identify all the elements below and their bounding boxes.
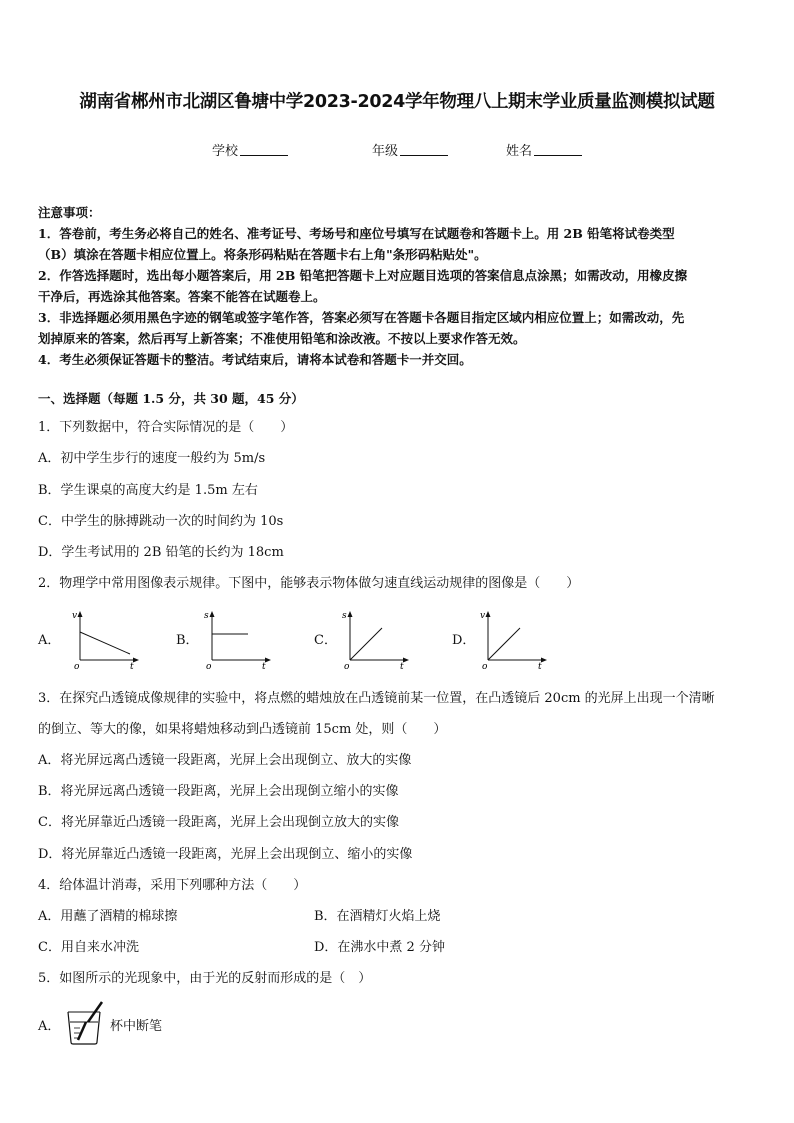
question-1-option-d: D．学生考试用的 2B 铅笔的长约为 18cm — [38, 545, 284, 560]
graph-a-x-label: t — [130, 662, 134, 670]
graph-c — [336, 608, 412, 670]
grade-field: 年级 — [372, 140, 448, 159]
notice-heading: 注意事项： — [38, 205, 101, 220]
graph-d-origin: o — [482, 662, 488, 670]
name-blank[interactable] — [534, 143, 582, 156]
graph-c-x-label: t — [400, 662, 404, 670]
notice-line: 干净后，再选涂其他答案。答案不能答在试题卷上。 — [38, 289, 326, 304]
graph-a-origin: o — [74, 662, 80, 670]
question-4-stem: 4．给体温计消毒，采用下列哪种方法（ ） — [38, 878, 307, 893]
graph-b-origin: o — [206, 662, 212, 670]
question-1-stem: 1．下列数据中，符合实际情况的是（ ） — [38, 420, 294, 435]
graph-d — [474, 608, 550, 670]
graph-b — [198, 608, 274, 670]
question-2-option-b-label: B． — [176, 633, 199, 648]
notice-line: 4．考生必须保证答题卡的整洁。考试结束后，请将本试卷和答题卡一并交回。 — [38, 352, 472, 367]
question-3-option-d: D．将光屏靠近凸透镜一段距离，光屏上会出现倒立、缩小的实像 — [38, 847, 413, 862]
question-2-option-c-label: C． — [314, 633, 337, 648]
graph-d-y-label: v — [480, 611, 486, 621]
question-3-option-a: A．将光屏远离凸透镜一段距离，光屏上会出现倒立、放大的实像 — [38, 753, 412, 768]
graph-a — [66, 608, 142, 670]
question-1-option-a: A．初中学生步行的速度一般约为 5m/s — [38, 451, 266, 466]
question-5-option-a-text: 杯中断笔 — [110, 1019, 163, 1034]
question-2-option-a-label: A． — [38, 633, 61, 648]
question-3-option-c: C．将光屏靠近凸透镜一段距离，光屏上会出现倒立放大的实像 — [38, 815, 399, 830]
graph-b-x-label: t — [262, 662, 266, 670]
question-5-option-a-label: A． — [38, 1019, 61, 1034]
question-4-option-d: D．在沸水中煮 2 分钟 — [314, 940, 445, 955]
graph-c-y-label: s — [342, 611, 347, 621]
question-4-option-c: C．用自来水冲洗 — [38, 940, 139, 955]
exam-title: 湖南省郴州市北湖区鲁塘中学2023-2024学年物理八上期末学业质量监测模拟试题 — [79, 92, 715, 112]
question-1-option-c: C．中学生的脉搏跳动一次的时间约为 10s — [38, 514, 284, 529]
school-blank[interactable] — [240, 143, 288, 156]
notice-line: 2．作答选择题时，选出每小题答案后，用 2B 铅笔把答题卡上对应题目选项的答案信息点涂黑；如需改动，用橡皮擦 — [38, 268, 688, 283]
question-2-option-d-label: D． — [452, 633, 476, 648]
grade-blank[interactable] — [400, 143, 448, 156]
question-3-stem-line-2: 的倒立、等大的像，如果将蜡烛移动到凸透镜前 15cm 处，则（ ） — [38, 722, 447, 737]
question-1-option-b: B．学生课桌的高度大约是 1.5m 左右 — [38, 483, 258, 498]
notice-line: 3．非选择题必须用黑色字迹的钢笔或签字笔作答，答案必须写在答题卡各题目指定区域内相应位置上；如需改动，先 — [38, 310, 685, 325]
question-5-stem: 5．如图所示的光现象中，由于光的反射而形成的是（ ） — [38, 971, 372, 986]
name-field: 姓名 — [506, 140, 582, 159]
question-3-stem-line-1: 3．在探究凸透镜成像规律的实验中，将点燃的蜡烛放在凸透镜前某一位置，在凸透镜后 20cm 的光屏上出现一个清晰 — [38, 691, 715, 706]
graph-b-y-label: s — [204, 611, 209, 621]
graph-a-y-label: v — [72, 611, 78, 621]
graph-d-x-label: t — [538, 662, 542, 670]
notice-line: （B）填涂在答题卡相应位置上。将条形码粘贴在答题卡右上角"条形码粘贴处"。 — [38, 247, 487, 262]
question-3-option-b: B．将光屏远离凸透镜一段距离，光屏上会出现倒立缩小的实像 — [38, 784, 399, 799]
school-field: 学校 — [212, 140, 288, 159]
graph-c-origin: o — [344, 662, 350, 670]
question-2-stem: 2．物理学中常用图像表示规律。下图中，能够表示物体做匀速直线运动规律的图像是（ ） — [38, 576, 580, 591]
question-4-option-a: A．用蘸了酒精的棉球擦 — [38, 909, 178, 924]
question-4-option-b: B．在酒精灯火焰上烧 — [314, 909, 441, 924]
notice-line: 划掉原来的答案，然后再写上新答案；不准使用铅笔和涂改液。不按以上要求作答无效。 — [38, 331, 526, 346]
cup-with-pen-icon — [64, 1000, 108, 1046]
notice-line: 1．答卷前，考生务必将自己的姓名、准考证号、考场号和座位号填写在试题卷和答题卡上。用 2B 铅笔将试卷类型 — [38, 226, 675, 241]
section-heading: 一、选择题（每题 1.5 分，共 30 题，45 分） — [38, 391, 304, 406]
